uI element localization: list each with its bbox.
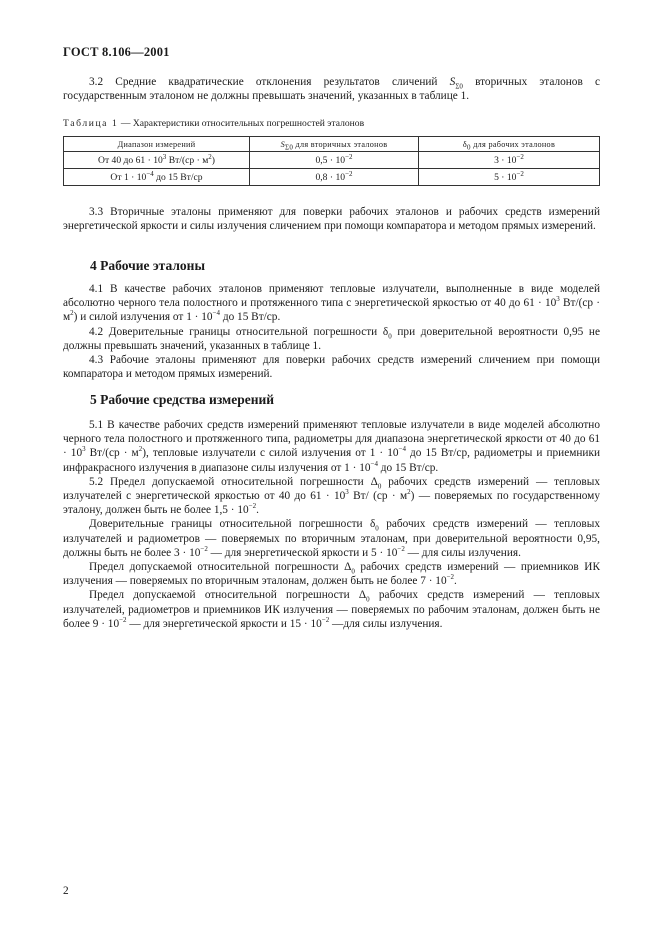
- row1-range-exp2: 2: [208, 152, 212, 161]
- row1-range-exp: 3: [162, 152, 167, 161]
- table-row: [64, 152, 600, 169]
- p53-b: рабочих средств измерений — тепловых излучателей и радиометров — поверяемых по вторичным эталонам, при доверительной вероятности 0,95, должны быть не более 3 · 10: [63, 518, 600, 559]
- row1-range-b: Вт/(ср · м: [166, 154, 209, 166]
- paragraph-5-3: [63, 517, 600, 560]
- p51-d: до 15 Вт/ср, радиометры и приемники инфракрасного излучения в диапазоне силы излучения от 1 · 10: [63, 447, 600, 474]
- section-5-title: 5 Рабочие средства измерений: [90, 392, 275, 407]
- p54-c: .: [454, 575, 457, 588]
- row1-range: [64, 152, 250, 169]
- p32-symbol-sub: Σ0: [455, 82, 463, 91]
- p51-b: Вт/(ср · м: [85, 447, 139, 460]
- header-d-text: для рабочих эталонов: [470, 139, 556, 149]
- paragraph-5-4: [63, 560, 600, 588]
- paragraph-3-3: [63, 205, 600, 233]
- p53-c: — для энергетической яркости и 5 · 10: [207, 546, 398, 559]
- header-range: Диапазон измерений: [64, 137, 250, 152]
- document-code: ГОСТ 8.106—2001: [63, 45, 170, 59]
- paragraph-3-2: [63, 75, 600, 103]
- table-caption-prefix: Таблица 1: [63, 118, 119, 129]
- p52-exp: 3: [345, 488, 349, 497]
- p55-c: — для энергетической яркости и 15 · 10: [126, 617, 322, 630]
- row1-d-value: [419, 152, 600, 169]
- p52-sub: 0: [377, 482, 382, 491]
- table-caption: [63, 118, 364, 129]
- row2-s-value: [250, 169, 419, 186]
- p32-symbol: S: [449, 76, 456, 88]
- page-number: 2: [63, 885, 69, 897]
- row1-s-base: 0,5 · 10: [315, 154, 346, 166]
- row2-d-value: [419, 169, 600, 186]
- p54-b: рабочих средств измерений — приемников ИК излучения — поверяемых по вторичным эталонам, должен быть не более 7 · 10: [63, 561, 600, 588]
- paragraph-4-3: 4.3 Рабочие эталоны применяют для поверки рабочих средств измерений сличением при помощи компаратора и методом прямых измерений.: [63, 354, 600, 381]
- p55-sub: 0: [366, 595, 370, 604]
- p32-text-2: вторичных эталонов с государственным эталоном не должны превышать значений, указанных в таблице 1.: [63, 76, 600, 103]
- paragraph-5-5: [63, 588, 600, 631]
- p53-sub: 0: [375, 524, 379, 533]
- row2-d-base: 5 · 10: [494, 171, 517, 183]
- p33-text: 3.3 Вторичные эталоны применяют для поверки рабочих эталонов и рабочих средств измерений энергетической яркости и силы излучения сличением при помощи компаратора и методом прямых измерений.: [63, 206, 600, 233]
- p51-exp3: −4: [398, 445, 406, 454]
- p55-b: рабочих средств измерений — тепловых излучателей, радиометров и приемников ИК излучения — поверяемых по рабочим эталонам, должен быть не более 9 · 10: [63, 589, 600, 630]
- p41-d: до 15 Вт/ср.: [220, 311, 281, 324]
- p54-a: Предел допускаемой относительной погрешности Δ: [89, 561, 352, 574]
- p41-b: Вт/(ср · м: [63, 297, 600, 324]
- p41-exp3: −4: [212, 309, 220, 318]
- header-s-sym: S: [280, 139, 285, 149]
- p54-exp: −2: [446, 573, 455, 582]
- header-d-sub: 0: [467, 143, 471, 152]
- row2-s-exp: −2: [345, 169, 353, 178]
- p54-sub: 0: [351, 567, 355, 576]
- p51-e: до 15 Вт/ср.: [377, 461, 439, 474]
- row1-d-exp: −2: [516, 152, 524, 161]
- p52-exp2: 2: [407, 488, 411, 497]
- row1-d-base: 3 · 10: [494, 154, 517, 166]
- p51-exp4: −4: [370, 459, 378, 468]
- table-caption-text: — Характеристики относительных погрешностей эталонов: [118, 118, 365, 129]
- p53-exp2: −2: [397, 545, 405, 554]
- p53-d: — для силы излучения.: [404, 546, 521, 559]
- header-s-sigma: [250, 137, 419, 152]
- row1-range-c: ): [211, 154, 215, 166]
- table-row: [64, 169, 600, 186]
- p51-exp2: 2: [138, 445, 143, 454]
- p52-exp3: −2: [248, 502, 257, 511]
- section-4-title: 4 Рабочие эталоны: [90, 258, 205, 273]
- p52-b: рабочих средств измерений — тепловых излучателей с энергетической яркостью от 40 до 61 · 10: [63, 475, 600, 503]
- row2-range-exp: −4: [146, 169, 154, 178]
- row1-s-exp: −2: [345, 152, 353, 161]
- p42-a: 4.2 Доверительные границы относительной погрешности δ: [89, 325, 389, 338]
- p41-exp: 3: [556, 295, 560, 304]
- p52-d: ) — поверяемых по государственному эталону, должен быть не более 1,5 · 10: [63, 490, 600, 517]
- p52-c: Вт/ (ср · м: [348, 490, 408, 503]
- paragraph-4-1: [63, 282, 600, 325]
- p51-c: ), тепловые излучатели с силой излучения от 1 · 10: [142, 447, 399, 460]
- p51-exp: 3: [82, 445, 86, 454]
- row2-range-b: до 15 Вт/ср: [153, 171, 203, 183]
- p32-text-1: 3.2 Средние квадратические отклонения результатов сличений: [89, 76, 450, 88]
- row2-s-base: 0,8 · 10: [315, 171, 346, 183]
- p55-a: Предел допускаемой относительной погрешности Δ: [89, 589, 367, 602]
- p53-exp: −2: [200, 545, 208, 554]
- paragraph-5-2: [63, 475, 600, 518]
- row1-range-a: От 40 до 61 · 10: [98, 154, 163, 166]
- header-d-sym: δ: [462, 139, 468, 149]
- p52-a: 5.2 Предел допускаемой относительной погрешности Δ: [89, 475, 378, 488]
- header-s-sub: Σ0: [284, 143, 294, 152]
- p51-a: 5.1 В качестве рабочих средств измерений применяют тепловые излучатели в виде моделей абсолютно черного тела полостного и протяженного типа, радиометры для диапазона энергетической яркости от 40 до 61 · 10: [63, 419, 600, 460]
- row1-s-value: [250, 152, 419, 169]
- p42-sub: 0: [388, 331, 392, 340]
- paragraph-5-1: [63, 418, 600, 475]
- table-1: [63, 136, 600, 186]
- row2-range-a: От 1 · 10: [110, 171, 147, 183]
- p55-d: —для силы излучения.: [329, 617, 443, 630]
- p55-exp2: −2: [321, 616, 330, 625]
- header-s-text: для вторичных эталонов: [293, 139, 388, 149]
- p41-exp2: 2: [70, 309, 74, 318]
- section-5-body: [63, 418, 600, 631]
- row2-d-exp: −2: [516, 169, 524, 178]
- row2-range: [64, 169, 250, 186]
- section-4-body: [63, 282, 600, 381]
- p42-b: при доверительной вероятности 0,95 не должны превышать значений, указанных в таблице 1.: [63, 325, 600, 352]
- p55-exp: −2: [119, 616, 127, 625]
- table-header-row: [64, 137, 600, 152]
- p41-c: ) и силой излучения от 1 · 10: [73, 311, 213, 324]
- p53-a: Доверительные границы относительной погрешности δ: [89, 518, 376, 531]
- p52-e: .: [256, 504, 259, 517]
- header-delta0: [419, 137, 600, 152]
- paragraph-4-2: [63, 325, 600, 353]
- p41-a: 4.1 В качестве рабочих эталонов применяют тепловые излучатели, выполненные в виде моделей абсолютно черного тела полостного и протяженного типа с энергетической яркостью от 40 до 61 · 10: [63, 283, 600, 310]
